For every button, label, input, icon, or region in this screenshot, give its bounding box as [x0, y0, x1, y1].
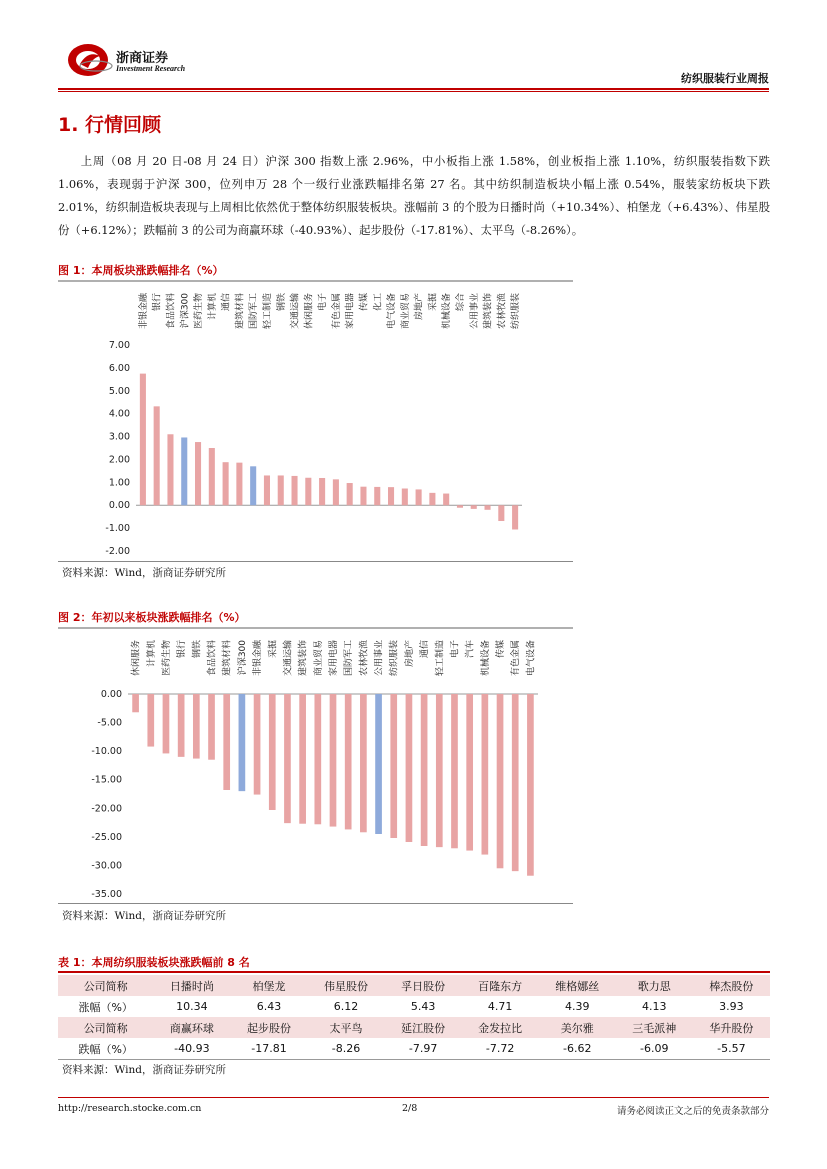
category-label: 计算机: [207, 293, 218, 321]
category-label: 通信: [221, 293, 232, 312]
category-label: 医药生物: [161, 640, 172, 677]
bar-化工: [374, 487, 380, 505]
loss-values-row: [58, 1038, 770, 1060]
category-label: 休闲服务: [131, 640, 142, 677]
gain-value-cell: 5.43: [385, 996, 462, 1017]
bar-纺织服装: [390, 694, 397, 838]
figure1-title: 图 1：本周板块涨跌幅排名（%）: [58, 264, 224, 277]
bar-非银金融: [254, 694, 261, 795]
category-label: 家用电器: [329, 640, 339, 677]
market-review-paragraph: [58, 150, 770, 242]
header-divider-thin: [58, 91, 769, 92]
figure2-source: 资料来源：Wind，浙商证券研究所: [62, 910, 226, 922]
paragraph-text: 上周（08 月 20 日-08 月 24 日）沪深 300 指数上涨 2.96%，中小板指上涨 1.58%，创业板指上涨 1.10%，纺织服装指数下跌 1.06%，表现弱于沪深 300，位列申万 28 个一级行业涨跌幅排名第 27 名。其中纺织制造板块小幅上涨 0.54%，服装家纺板块下跌 2.01%，纺织制造板块表现与上周相比依然优于整体纺织服装板块。涨幅前 3 的个股为日播时尚（+10.34%）、柏堡龙（+6.43%）、伟星股份（+6.12%）；跌幅前 3 的公司为商赢环球（-40.93%）、起步股份（-17.81%）、太平鸟（-8.26%）。: [58, 154, 770, 237]
bar-商业贸易: [314, 694, 321, 824]
bar-汽车: [466, 694, 473, 851]
loss-value-cell: -8.26: [308, 1038, 385, 1060]
y-tick-label: 5.00: [108, 385, 130, 397]
figure2-chart: [58, 630, 573, 903]
category-label: 休闲服务: [304, 293, 315, 330]
bar-建筑材料: [236, 463, 242, 506]
loss-header-cell: 美尔雅: [539, 1017, 616, 1038]
category-label: 纺织服装: [389, 640, 400, 677]
bar-钢铁: [193, 694, 200, 759]
category-label: 房地产: [404, 640, 415, 668]
y-tick-label: -15.00: [91, 774, 122, 786]
gain-value-cell: 4.71: [462, 996, 539, 1017]
bar-传媒: [360, 487, 366, 506]
bar-食品饮料: [208, 694, 215, 760]
bar-国防军工: [345, 694, 352, 829]
category-label: 农林牧渔: [359, 640, 370, 677]
bar-电气设备: [527, 694, 534, 876]
category-label: 沪深300: [180, 293, 191, 329]
bar-沪深300: [181, 437, 187, 505]
gain-header-cell: 维格娜丝: [539, 975, 616, 996]
category-label: 沪深300: [237, 640, 248, 676]
gain-header-cell: 歌力思: [616, 975, 693, 996]
footer-disclaimer: 请务必阅读正文之后的免责条款部分: [616, 1106, 769, 1117]
bar-沪深300: [239, 694, 246, 791]
gain-header-cell: 伟星股份: [308, 975, 385, 996]
bar-家用电器: [347, 483, 353, 505]
y-tick-label: -25.00: [91, 831, 122, 843]
category-label: 建筑装饰: [483, 293, 494, 330]
gain-header-cell: 日播时尚: [153, 975, 230, 996]
y-tick-label: 6.00: [108, 362, 130, 374]
gain-header-cell: 棒杰股份: [693, 975, 770, 996]
bar-商业贸易: [402, 489, 408, 506]
loss-header-cell: 公司简称: [58, 1017, 153, 1038]
loss-header-cell: 华升股份: [693, 1017, 770, 1038]
y-tick-label: -5.00: [97, 717, 122, 729]
gain-value-cell: 6.43: [230, 996, 307, 1017]
loss-header-cell: 太平鸟: [308, 1017, 385, 1038]
loss-header-cell: 延江股份: [385, 1017, 462, 1038]
category-label: 建筑装饰: [298, 640, 309, 677]
bar-建筑装饰: [485, 505, 491, 510]
loss-value-cell: -7.97: [385, 1038, 462, 1060]
footer-url-link[interactable]: http://research.stocke.com.cn: [58, 1103, 202, 1114]
y-tick-label: -1.00: [105, 523, 130, 535]
category-label: 电子: [318, 293, 329, 312]
loss-value-cell: -7.72: [462, 1038, 539, 1060]
category-label: 农林牧渔: [497, 293, 508, 330]
gain-values-row: [58, 996, 770, 1017]
gain-value-cell: 6.12: [308, 996, 385, 1017]
bar-电子: [319, 478, 325, 505]
category-label: 机械设备: [442, 293, 453, 330]
category-label: 化工: [373, 293, 384, 312]
figure2-title: 图 2：年初以来板块涨跌幅排名（%）: [58, 611, 246, 624]
category-label: 国防军工: [344, 640, 355, 677]
bar-有色金属: [512, 694, 519, 871]
bar-家用电器: [330, 694, 337, 827]
bar-计算机: [147, 694, 154, 747]
loss-header-cell: 三毛派神: [616, 1017, 693, 1038]
category-label: 纺织服装: [511, 293, 522, 330]
figure2-bottom-rule: [58, 903, 573, 904]
bar-机械设备: [482, 694, 489, 855]
category-label: 家用电器: [345, 293, 356, 330]
footer-divider: [58, 1097, 769, 1098]
category-label: 轻工制造: [435, 640, 446, 677]
category-label: 钢铁: [192, 640, 203, 659]
gain-value-cell: 3.93: [693, 996, 770, 1017]
bar-公用事业: [375, 694, 382, 834]
category-label: 综合: [455, 293, 466, 312]
category-label: 交通运输: [283, 640, 294, 677]
bar-电子: [451, 694, 458, 848]
y-tick-label: 2.00: [108, 454, 130, 466]
bar-银行: [154, 406, 160, 505]
bar-农林牧渔: [360, 694, 367, 832]
category-label: 有色金属: [511, 640, 522, 677]
category-label: 通信: [420, 640, 431, 659]
category-label: 银行: [152, 293, 163, 312]
category-label: 食品饮料: [166, 293, 177, 330]
category-label: 电气设备: [526, 640, 537, 677]
bar-医药生物: [195, 442, 201, 505]
loss-value-cell: 跌幅（%）: [58, 1038, 153, 1060]
gain-value-cell: 10.34: [153, 996, 230, 1017]
bar-纺织服装: [512, 505, 518, 529]
bar-采掘: [269, 694, 276, 810]
bar-钢铁: [278, 475, 284, 505]
loss-header-cell: 金发拉比: [462, 1017, 539, 1038]
category-label: 汽车: [465, 640, 476, 659]
bar-采掘: [429, 493, 435, 505]
bar-传媒: [497, 694, 504, 868]
bar-房地产: [406, 694, 413, 842]
gain-value-cell: 涨幅（%）: [58, 996, 153, 1017]
brand-name-cn: 浙商证券: [116, 51, 169, 66]
gain-header-cell: 孚日股份: [385, 975, 462, 996]
category-label: 公用事业: [374, 640, 385, 677]
y-tick-label: -10.00: [91, 746, 122, 758]
bar-轻工制造: [264, 475, 270, 505]
bar-轻工制造: [436, 694, 443, 847]
category-label: 有色金属: [331, 293, 342, 330]
table1-title: 表 1：本周纺织服装板块涨跌幅前 8 名: [58, 956, 250, 969]
bar-银行: [178, 694, 185, 757]
table1-top-rule: [58, 971, 770, 973]
category-label: 轻工制造: [262, 293, 273, 330]
category-label: 交通运输: [290, 293, 301, 330]
page-number: 2/8: [402, 1103, 418, 1114]
y-tick-label: -2.00: [105, 546, 130, 557]
category-label: 机械设备: [480, 640, 491, 677]
bar-公用事业: [471, 505, 477, 509]
category-label: 采掘: [428, 293, 439, 312]
y-tick-label: -30.00: [91, 860, 122, 872]
bar-建筑材料: [223, 694, 230, 790]
category-label: 房地产: [414, 293, 425, 321]
table1-source: 资料来源：Wind，浙商证券研究所: [62, 1064, 226, 1076]
bar-农林牧渔: [498, 505, 504, 521]
bar-机械设备: [443, 494, 449, 506]
gain-header-cell: 柏堡龙: [230, 975, 307, 996]
bar-医药生物: [163, 694, 170, 753]
category-label: 建筑材料: [222, 640, 233, 677]
y-tick-label: 1.00: [108, 477, 130, 489]
loss-value-cell: -17.81: [230, 1038, 307, 1060]
bar-国防军工: [250, 466, 256, 505]
figure1-source: 资料来源：Wind，浙商证券研究所: [62, 567, 226, 579]
bar-交通运输: [284, 694, 291, 823]
bar-建筑装饰: [299, 694, 306, 824]
bar-房地产: [416, 489, 422, 505]
bar-电气设备: [388, 487, 394, 505]
figure1-chart: [58, 283, 573, 561]
category-label: 传媒: [359, 293, 370, 312]
category-label: 医药生物: [194, 293, 205, 330]
category-label: 钢铁: [276, 293, 287, 312]
bar-食品饮料: [167, 434, 173, 505]
gain-value-cell: 4.13: [616, 996, 693, 1017]
gain-header-row: [58, 975, 770, 996]
category-label: 公用事业: [469, 293, 480, 330]
bar-通信: [223, 462, 229, 505]
category-label: 非银金融: [138, 293, 149, 330]
category-label: 建筑材料: [235, 293, 246, 330]
y-tick-label: 3.00: [108, 431, 130, 443]
category-label: 非银金融: [253, 640, 264, 677]
figure1-bottom-rule: [58, 561, 573, 562]
category-label: 传媒: [496, 640, 507, 659]
bar-非银金融: [140, 374, 146, 506]
y-tick-label: 0.00: [100, 689, 122, 700]
bar-通信: [421, 694, 428, 846]
loss-header-row: [58, 1017, 770, 1038]
category-label: 商业贸易: [400, 293, 411, 330]
loss-value-cell: -40.93: [153, 1038, 230, 1060]
bar-休闲服务: [132, 694, 139, 712]
bar-有色金属: [333, 479, 339, 505]
loss-value-cell: -6.62: [539, 1038, 616, 1060]
category-label: 电子: [450, 640, 461, 659]
category-label: 电气设备: [387, 293, 398, 330]
loss-header-cell: 起步股份: [230, 1017, 307, 1038]
y-tick-label: 4.00: [108, 408, 130, 420]
bar-综合: [457, 505, 463, 508]
report-type: 纺织服装行业周报: [681, 72, 769, 85]
figure2-top-rule: [58, 627, 573, 629]
bar-计算机: [209, 448, 215, 505]
figure1-top-rule: [58, 280, 573, 282]
section-title: 1. 行情回顾: [58, 114, 162, 136]
gain-value-cell: 4.39: [539, 996, 616, 1017]
company-logo: [66, 42, 116, 78]
gain-header-cell: 公司简称: [58, 975, 153, 996]
y-tick-label: -20.00: [91, 803, 122, 815]
category-label: 银行: [177, 640, 188, 659]
bar-休闲服务: [305, 478, 311, 505]
bar-交通运输: [292, 476, 298, 505]
loss-value-cell: -5.57: [693, 1038, 770, 1060]
gain-header-cell: 百隆东方: [462, 975, 539, 996]
y-tick-label: 0.00: [108, 500, 130, 512]
category-label: 国防军工: [249, 293, 260, 330]
category-label: 商业贸易: [313, 640, 324, 677]
loss-value-cell: -6.09: [616, 1038, 693, 1060]
y-tick-label: -35.00: [91, 889, 122, 900]
y-tick-label: 7.00: [108, 340, 130, 351]
loss-header-cell: 商赢环球: [153, 1017, 230, 1038]
brand-name-en: Investment Research: [116, 64, 186, 73]
category-label: 采掘: [268, 640, 279, 659]
category-label: 食品饮料: [207, 640, 218, 677]
header-divider: [58, 88, 769, 90]
top-movers-table: [58, 975, 770, 1060]
category-label: 计算机: [146, 640, 157, 668]
